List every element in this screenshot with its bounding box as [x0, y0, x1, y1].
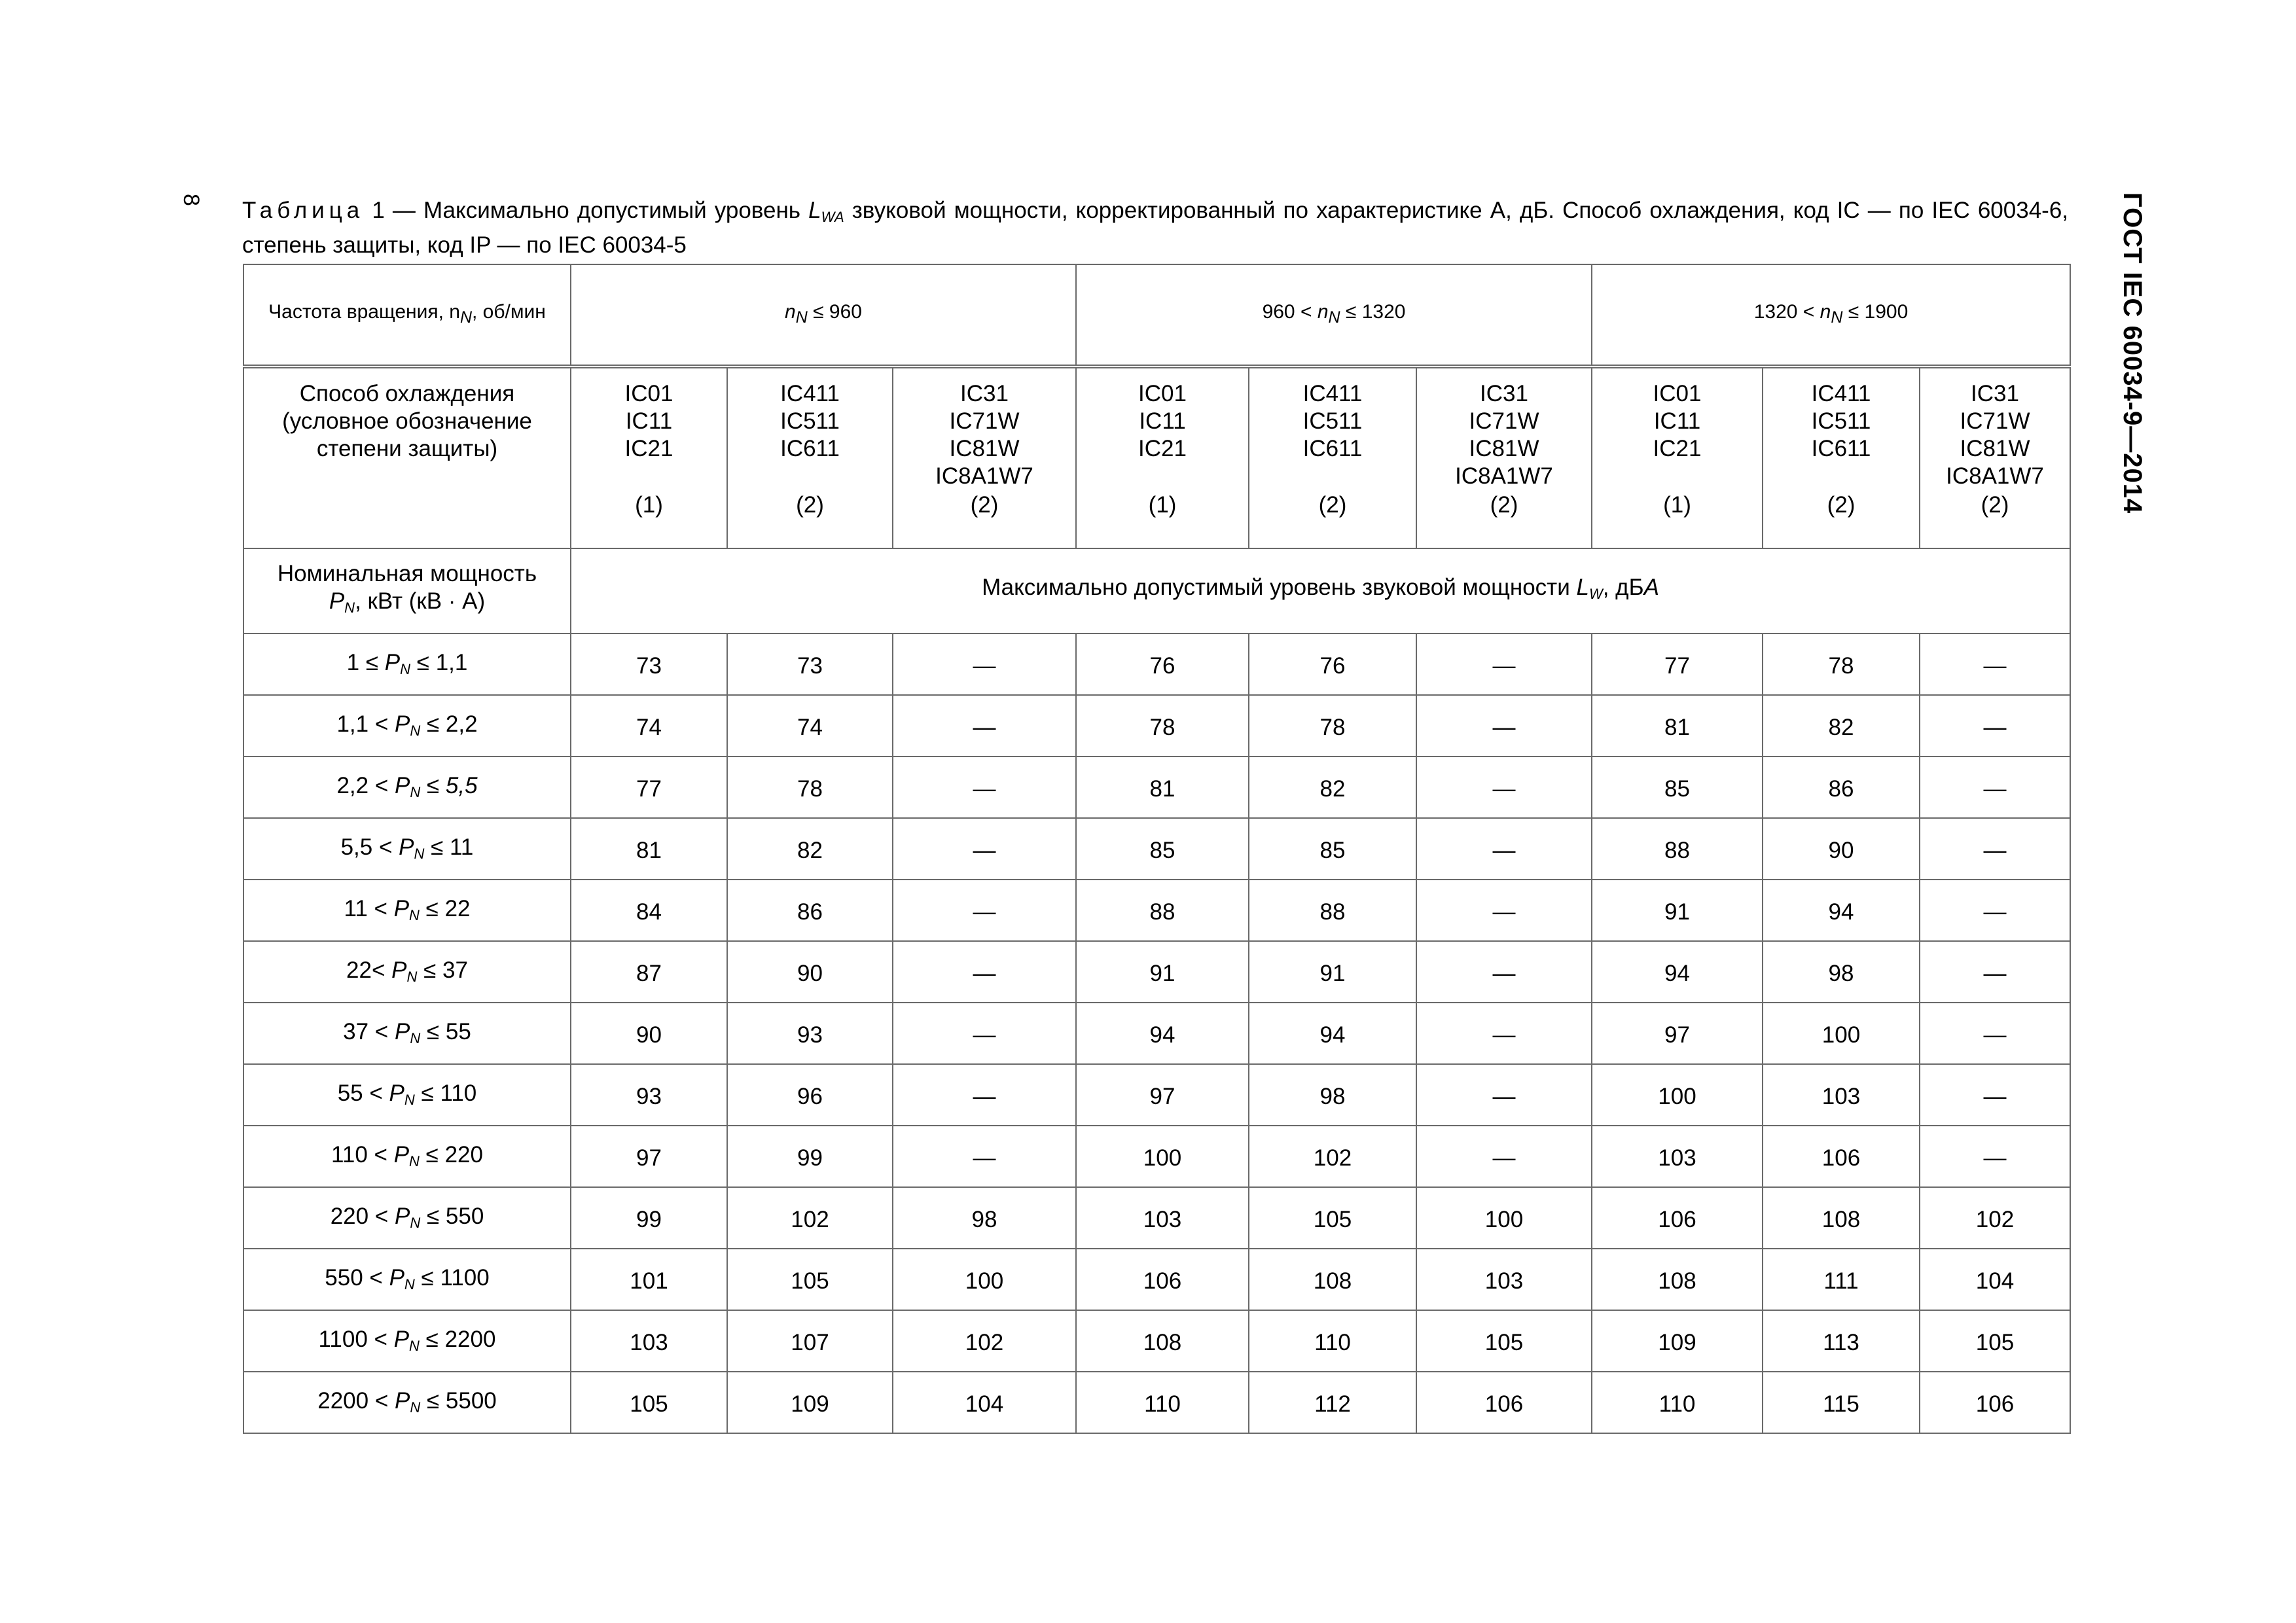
cooling-column-8: [1763, 366, 1920, 548]
noise-value: 77: [571, 757, 727, 818]
noise-value: —: [1416, 1003, 1592, 1064]
noise-value: 88: [1076, 880, 1249, 941]
cooling-code: IC71W: [949, 408, 1020, 434]
noise-value: —: [893, 880, 1076, 941]
noise-value: 107: [727, 1310, 893, 1372]
noise-value: 90: [571, 1003, 727, 1064]
speed-group-1: $n_N \le 960$: [571, 264, 1076, 366]
protection-code: (2): [1318, 492, 1347, 518]
noise-value: 90: [1763, 818, 1920, 880]
noise-value: 78: [727, 757, 893, 818]
noise-value: 104: [893, 1372, 1076, 1433]
noise-value: 103: [1763, 1064, 1920, 1126]
noise-value: 115: [1763, 1372, 1920, 1433]
noise-value: 103: [1416, 1249, 1592, 1310]
power-header-row: [243, 548, 2070, 633]
noise-value: 91: [1076, 941, 1249, 1003]
cooling-code: IC511: [1811, 408, 1871, 434]
noise-value: 94: [1592, 941, 1763, 1003]
noise-value: 101: [571, 1249, 727, 1310]
cooling-code: IC31: [1971, 381, 2019, 406]
caption-number: 1: [372, 198, 385, 223]
cooling-code: IC21: [1138, 436, 1187, 461]
table-row: [243, 1003, 2070, 1064]
cooling-code: IC01: [1653, 381, 1702, 406]
noise-value: —: [1416, 1064, 1592, 1126]
noise-value: —: [1416, 695, 1592, 757]
cooling-code: IC81W: [1960, 436, 2030, 461]
protection-code: (1): [1663, 492, 1691, 518]
noise-value: 78: [1763, 633, 1920, 695]
noise-value: —: [893, 633, 1076, 695]
noise-value: 109: [727, 1372, 893, 1433]
noise-value: —: [1416, 941, 1592, 1003]
noise-value: 100: [1416, 1187, 1592, 1249]
table-row: [243, 1310, 2070, 1372]
table-row: [243, 818, 2070, 880]
noise-value: 98: [893, 1187, 1076, 1249]
noise-value: 76: [1249, 633, 1416, 695]
noise-value: 103: [1592, 1126, 1763, 1187]
protection-code: (2): [1981, 492, 2009, 518]
noise-value: 110: [1249, 1310, 1416, 1372]
speed-header-row: [243, 264, 2070, 366]
noise-value: 81: [571, 818, 727, 880]
power-range: $22< P_N \le 37$: [243, 941, 571, 1003]
values-header-cell: Максимально допустимый уровень звуковой мощности $L_W$, дБА: [571, 548, 2070, 633]
power-range: $550 < P_N \le 1100$: [243, 1249, 571, 1310]
noise-value: 105: [1416, 1310, 1592, 1372]
noise-value: 93: [571, 1064, 727, 1126]
noise-value: 81: [1592, 695, 1763, 757]
cooling-column-5: [1249, 366, 1416, 548]
cooling-method-row: [243, 366, 2070, 548]
table-row: [243, 1064, 2070, 1126]
noise-value: 102: [1920, 1187, 2070, 1249]
table-row: [243, 1126, 2070, 1187]
cooling-code: IC21: [1653, 436, 1702, 461]
noise-value: 94: [1249, 1003, 1416, 1064]
table-row: [243, 633, 2070, 695]
caption-symbol: L: [808, 198, 821, 223]
noise-value: 98: [1763, 941, 1920, 1003]
power-range: $110 < P_N \le 220$: [243, 1126, 571, 1187]
noise-value: 93: [727, 1003, 893, 1064]
protection-code: (2): [970, 492, 999, 518]
protection-code: (2): [1827, 492, 1856, 518]
noise-value: 97: [1592, 1003, 1763, 1064]
noise-value: 97: [571, 1126, 727, 1187]
noise-value: 73: [571, 633, 727, 695]
noise-value: —: [1920, 1003, 2070, 1064]
power-range: $5,5 < P_N \le 11$: [243, 818, 571, 880]
power-range: $1 \le P_N \le 1,1$: [243, 633, 571, 695]
power-range: $37 < P_N \le 55$: [243, 1003, 571, 1064]
noise-value: 98: [1249, 1064, 1416, 1126]
cooling-code: IC11: [1139, 408, 1186, 434]
cooling-code: IC31: [960, 381, 1009, 406]
caption-text-1: — Максимально допустимый уровень: [384, 198, 809, 223]
power-range: $55 < P_N \le 110$: [243, 1064, 571, 1126]
cooling-column-9: [1920, 366, 2070, 548]
noise-value: —: [1920, 695, 2070, 757]
noise-value: 108: [1763, 1187, 1920, 1249]
cooling-code: IC21: [624, 436, 673, 461]
cooling-code: IC31: [1480, 381, 1528, 406]
noise-value: —: [1416, 818, 1592, 880]
cooling-code: IC611: [1811, 436, 1871, 461]
noise-value: 102: [727, 1187, 893, 1249]
noise-value: 88: [1592, 818, 1763, 880]
power-header-cell: Номинальная мощность $P_N$, кВт (кВ · А): [243, 548, 571, 633]
noise-level-table: [243, 264, 2071, 1434]
noise-value: 110: [1076, 1372, 1249, 1433]
noise-value: —: [1416, 880, 1592, 941]
noise-value: 94: [1076, 1003, 1249, 1064]
power-range: $11 < P_N \le 22$: [243, 880, 571, 941]
cooling-method-label: Способ охлаждения (условное обозначение степени защиты): [243, 366, 571, 548]
noise-value: 86: [727, 880, 893, 941]
noise-value: 105: [1920, 1310, 2070, 1372]
noise-value: 78: [1249, 695, 1416, 757]
noise-value: 100: [1763, 1003, 1920, 1064]
cooling-code: IC81W: [949, 436, 1020, 461]
noise-value: 86: [1763, 757, 1920, 818]
protection-code: (1): [635, 492, 663, 518]
noise-value: 82: [1249, 757, 1416, 818]
table-caption: [242, 196, 2068, 259]
cooling-column-6: [1416, 366, 1592, 548]
noise-value: 109: [1592, 1310, 1763, 1372]
cooling-code: IC411: [780, 381, 840, 406]
noise-value: —: [893, 818, 1076, 880]
noise-value: 108: [1249, 1249, 1416, 1310]
noise-value: 100: [1592, 1064, 1763, 1126]
noise-value: —: [1920, 941, 2070, 1003]
table-row: [243, 880, 2070, 941]
noise-value: 78: [1076, 695, 1249, 757]
cooling-code: IC01: [624, 381, 673, 406]
noise-value: —: [1920, 818, 2070, 880]
noise-value: 85: [1076, 818, 1249, 880]
noise-value: 77: [1592, 633, 1763, 695]
noise-value: 74: [571, 695, 727, 757]
noise-value: 76: [1076, 633, 1249, 695]
noise-value: 102: [893, 1310, 1076, 1372]
noise-value: —: [1920, 880, 2070, 941]
noise-value: 74: [727, 695, 893, 757]
noise-value: 113: [1763, 1310, 1920, 1372]
noise-value: 97: [1076, 1064, 1249, 1126]
noise-value: 91: [1592, 880, 1763, 941]
table-row: [243, 1249, 2070, 1310]
noise-value: 99: [727, 1126, 893, 1187]
noise-value: 88: [1249, 880, 1416, 941]
protection-code: (2): [1490, 492, 1518, 518]
noise-value: 82: [727, 818, 893, 880]
noise-value: —: [1920, 1126, 2070, 1187]
noise-value: 103: [571, 1310, 727, 1372]
power-range: $2,2 < P_N \le 5,5$: [243, 757, 571, 818]
power-range: $1,1 < P_N \le 2,2$: [243, 695, 571, 757]
power-range: $2200 < P_N \le 5500$: [243, 1372, 571, 1433]
noise-value: 105: [1249, 1187, 1416, 1249]
cooling-column-7: [1592, 366, 1763, 548]
noise-value: 105: [727, 1249, 893, 1310]
noise-value: —: [1416, 1126, 1592, 1187]
noise-value: 85: [1249, 818, 1416, 880]
noise-value: —: [893, 941, 1076, 1003]
protection-code: (2): [796, 492, 824, 518]
cooling-column-4: [1076, 366, 1249, 548]
noise-value: 85: [1592, 757, 1763, 818]
noise-value: 106: [1076, 1249, 1249, 1310]
noise-value: 102: [1249, 1126, 1416, 1187]
noise-value: 90: [727, 941, 893, 1003]
cooling-code: IC01: [1138, 381, 1187, 406]
cooling-code: IC611: [1302, 436, 1363, 461]
noise-value: 100: [1076, 1126, 1249, 1187]
noise-value: —: [893, 1064, 1076, 1126]
noise-value: 73: [727, 633, 893, 695]
noise-value: 103: [1076, 1187, 1249, 1249]
noise-value: 106: [1416, 1372, 1592, 1433]
cooling-code: IC411: [1811, 381, 1871, 406]
noise-value: 106: [1920, 1372, 2070, 1433]
noise-value: 94: [1763, 880, 1920, 941]
caption-label: Таблица: [242, 198, 365, 223]
noise-value: 105: [571, 1372, 727, 1433]
noise-value: —: [893, 757, 1076, 818]
noise-value: 82: [1763, 695, 1920, 757]
document-header: ГОСТ IEC 60034-9—2014: [2118, 192, 2147, 514]
noise-value: 91: [1249, 941, 1416, 1003]
power-range: $220 < P_N \le 550$: [243, 1187, 571, 1249]
noise-value: 96: [727, 1064, 893, 1126]
noise-value: 99: [571, 1187, 727, 1249]
table-row: [243, 757, 2070, 818]
table-row: [243, 941, 2070, 1003]
table-row: [243, 695, 2070, 757]
cooling-code: IC611: [780, 436, 840, 461]
noise-value: 108: [1076, 1310, 1249, 1372]
noise-value: —: [1920, 1064, 2070, 1126]
noise-value: 87: [571, 941, 727, 1003]
cooling-code: IC511: [1302, 408, 1363, 434]
noise-value: —: [1920, 757, 2070, 818]
cooling-code: IC71W: [1960, 408, 2030, 434]
cooling-column-2: [727, 366, 893, 548]
noise-value: —: [893, 1003, 1076, 1064]
table-row: [243, 1372, 2070, 1433]
power-range: $1100 < P_N \le 2200$: [243, 1310, 571, 1372]
noise-value: 106: [1763, 1126, 1920, 1187]
cooling-code: IC71W: [1469, 408, 1539, 434]
noise-value: 100: [893, 1249, 1076, 1310]
cooling-code: IC11: [625, 408, 673, 434]
noise-value: —: [1416, 757, 1592, 818]
noise-value: —: [1416, 633, 1592, 695]
speed-group-3: $1320 < n_N \le 1900$: [1592, 264, 2070, 366]
noise-value: 84: [571, 880, 727, 941]
caption-text-2: звуковой мощности, корректированный по характеристике А, дБ. Способ охлаждения, код IC — по IEC 60034-6, степень защиты, код IP — по IEC 60034-5: [242, 198, 2069, 258]
page-number: 8: [178, 194, 204, 206]
noise-value: 106: [1592, 1187, 1763, 1249]
noise-value: 81: [1076, 757, 1249, 818]
cooling-code: IC8A1W7: [1946, 463, 2044, 489]
noise-value: 110: [1592, 1372, 1763, 1433]
speed-group-2: $960 < n_N \le 1320$: [1076, 264, 1592, 366]
noise-value: 111: [1763, 1249, 1920, 1310]
cooling-code: IC411: [1302, 381, 1363, 406]
cooling-column-1: [571, 366, 727, 548]
noise-value: 108: [1592, 1249, 1763, 1310]
noise-value: —: [893, 1126, 1076, 1187]
table-row: [243, 1187, 2070, 1249]
noise-value: —: [893, 695, 1076, 757]
noise-value: 104: [1920, 1249, 2070, 1310]
cooling-code: IC8A1W7: [935, 463, 1033, 489]
cooling-code: IC8A1W7: [1455, 463, 1553, 489]
noise-value: 112: [1249, 1372, 1416, 1433]
caption-symbol-sub: WA: [821, 209, 844, 225]
cooling-code: IC11: [1653, 408, 1701, 434]
noise-value: —: [1920, 633, 2070, 695]
cooling-code: IC81W: [1469, 436, 1539, 461]
cooling-code: IC511: [780, 408, 840, 434]
cooling-column-3: [893, 366, 1076, 548]
speed-header-cell: Частота вращения, $n_N$, об/мин: [243, 264, 571, 366]
protection-code: (1): [1148, 492, 1177, 518]
